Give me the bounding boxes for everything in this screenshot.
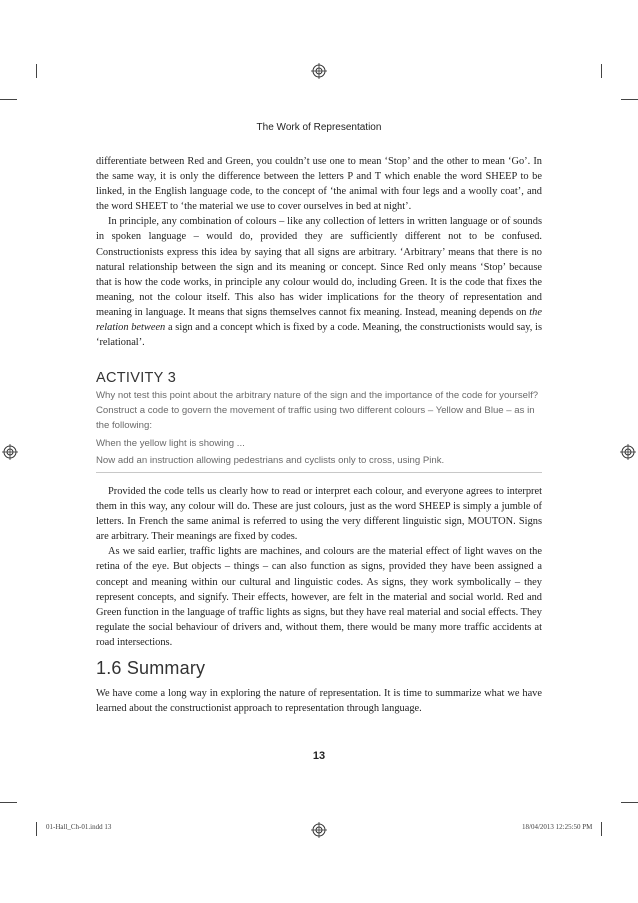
crop-mark (36, 822, 37, 836)
body-text-middle (96, 484, 542, 650)
registration-mark-icon (311, 822, 327, 838)
paragraph: As we said earlier, traffic lights are machines, and colours are the material effect of light waves on the retina of the eye. But objects – things – can also function as signs, provided they have been assigned a concept and meaning within our cultural and linguistic codes. As signs, they work symbolically – they represent concepts, and signify. Their effects, however, are felt in the material and social world. Red and Green function in the language of traffic lights as signs, but they have real material and social effects. They regulate the social behaviour of drivers and, without them, there would be many more traffic accidents at road intersections. (96, 546, 542, 648)
section-heading: 1.6 Summary (96, 658, 206, 678)
activity-box (96, 388, 542, 470)
crop-mark (601, 822, 602, 836)
slug-date: 18/04/2013 12:25:50 PM (522, 823, 593, 831)
running-header: The Work of Representation (256, 122, 382, 133)
paragraph: In principle, any combination of colours – like any collection of letters in written language or of sounds in spoken language – would do, provided they are sufficiently different not to be confused. Constructionists express this idea by saying that all signs are arbitrary. ‘Arbitrary’ means that there is no natural relationship between the sign and its meaning or concept. Since Red only means ‘Stop’ because that is how the code works, in principle any colour would do, including Green. It is the code that fixes the meaning, not the colour itself. This also has wider implications for the theory of representation and meaning in language. It means that signs themselves cannot fix meaning. Instead, meaning depends on the relation between a sign and a concept which is fixed by a code. Meaning, the constructionists would say, is ‘relational’. (96, 216, 542, 349)
paragraph: We have come a long way in exploring the nature of representation. It is time to summarize what we have learned about the constructionist approach to representation through language. (96, 688, 542, 715)
crop-mark (36, 64, 37, 78)
registration-mark-icon (311, 63, 327, 79)
body-text-top (96, 154, 542, 350)
registration-mark-icon (620, 444, 636, 460)
activity-divider (96, 472, 542, 473)
crop-mark (0, 99, 17, 100)
summary-text (96, 686, 542, 716)
crop-mark (621, 802, 638, 803)
crop-mark (0, 802, 17, 803)
registration-mark-icon (2, 444, 18, 460)
activity-instruction: When the yellow light is showing ... (96, 437, 245, 449)
paragraph: Provided the code tells us clearly how to read or interpret each colour, and everyone agrees to interpret them in this way, any colour will do. These are just colours, just as the word SHEEP is simply a jumble of letters. In French the same animal is referred to using the very different linguistic sign, MOUTON. Signs are arbitrary. Their meanings are fixed by codes. (96, 486, 542, 543)
crop-mark (601, 64, 602, 78)
page-number: 13 (312, 750, 326, 762)
slug-file: 01-Hall_Ch-01.indd 13 (46, 823, 112, 831)
activity-instruction: Why not test this point about the arbitrary nature of the sign and the importance of the code for yourself? Construct a code to govern the movement of traffic using two different colours – Yellow and Blue – as in the following: (96, 390, 539, 432)
emphasis: the relation between (96, 306, 542, 334)
activity-instruction: Now add an instruction allowing pedestrians and cyclists only to cross, using Pink. (96, 454, 445, 466)
activity-title: ACTIVITY 3 (96, 370, 177, 386)
crop-mark (621, 99, 638, 100)
paragraph: differentiate between Red and Green, you couldn’t use one to mean ‘Stop’ and the other to mean ‘Go’. In the same way, it is only the difference between the letters P and T which enable the word SHEEP to be linked, in the English language code, to the concept of ‘the animal with four legs and a woolly coat’, and the word SHEET to ‘the material we use to cover ourselves in bed at night’. (96, 156, 542, 213)
